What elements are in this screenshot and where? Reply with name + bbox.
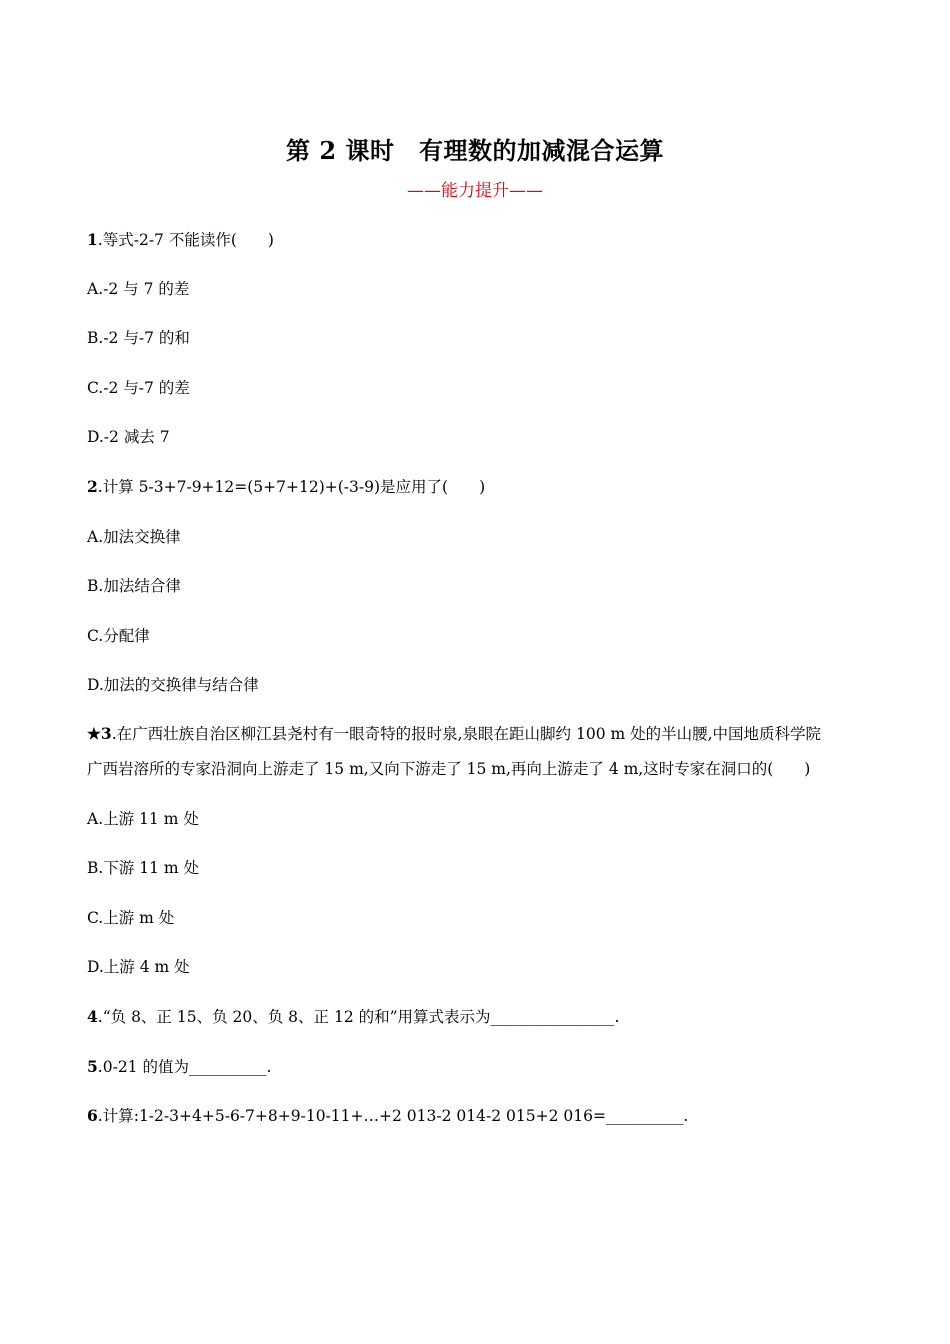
question-6-stem: [87, 1105, 870, 1127]
question-4-stem: [87, 1006, 870, 1028]
question-3-stem: [87, 723, 870, 745]
question-2-option-c: C.分配律: [87, 627, 150, 645]
page-title: 第 2 课时 有理数的加减混合运算: [286, 136, 664, 165]
question-number: 2: [87, 477, 98, 496]
question-3-option-c: C.上游 m 处: [87, 909, 175, 927]
question-2-option-a: A.加法交换律: [87, 528, 181, 546]
question-1-option-b: B.-2 与-7 的和: [87, 329, 190, 347]
question-text: .计算:1-2-3+4+5-6-7+8+9-10-11+…+2 013-2 014-2 015+2 016=__________.: [97, 1107, 689, 1125]
question-3-stem-continued: 广西岩溶所的专家沿洞向上游走了 15 m,又向下游走了 15 m,再向上游走了 4 m,这时专家在洞口的( ): [87, 760, 811, 778]
question-text: .等式-2-7 不能读作( ): [97, 231, 274, 249]
question-2-stem: [87, 476, 870, 498]
question-1-option-a: A.-2 与 7 的差: [87, 280, 190, 298]
question-text: .计算 5-3+7-9+12=(5+7+12)+(-3-9)是应用了( ): [97, 478, 486, 496]
section-subtitle: ——能力提升——: [407, 181, 543, 201]
question-number: ★3: [87, 724, 112, 743]
question-1-option-d: D.-2 减去 7: [87, 428, 170, 446]
question-text: .在广西壮族自治区柳江县尧村有一眼奇特的报时泉,泉眼在距山脚约 100 m 处的半山腰,中国地质科学院: [111, 725, 822, 743]
question-text: .0-21 的值为__________.: [97, 1058, 272, 1076]
question-2-option-d: D.加法的交换律与结合律: [87, 676, 259, 694]
question-number: 1: [87, 230, 98, 249]
question-2-option-b: B.加法结合律: [87, 577, 181, 595]
question-1-stem: [87, 229, 870, 251]
question-number: 4: [87, 1007, 98, 1026]
question-number: 5: [87, 1057, 98, 1076]
question-1-option-c: C.-2 与-7 的差: [87, 379, 190, 397]
question-5-stem: [87, 1056, 870, 1078]
question-3-option-a: A.上游 11 m 处: [87, 810, 199, 828]
question-3-option-b: B.下游 11 m 处: [87, 859, 200, 877]
question-number: 6: [87, 1106, 98, 1125]
question-text: .“负 8、正 15、负 20、负 8、正 12 的和”用算式表示为________________.: [97, 1008, 620, 1026]
question-3-option-d: D.上游 4 m 处: [87, 958, 190, 976]
